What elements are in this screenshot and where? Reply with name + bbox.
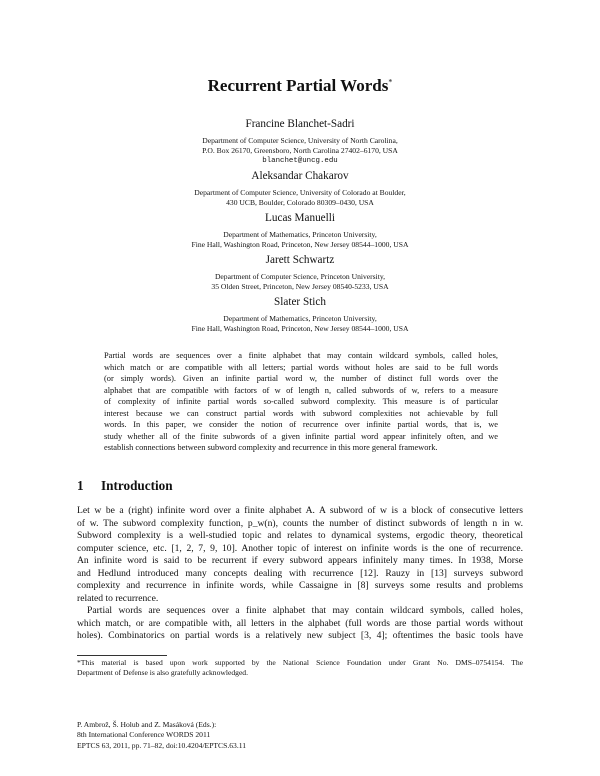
section-title: Introduction xyxy=(101,478,173,493)
publication-editors: P. Ambrož, Š. Holub and Z. Masáková (Eds.): xyxy=(77,720,217,729)
body-line: An infinite word is said to be recurrent if every subword appears infinitely many times. In 1938, Morse xyxy=(77,555,523,566)
author-name: Aleksandar Chakarov xyxy=(251,170,349,182)
author-name: Lucas Manuelli xyxy=(265,212,335,224)
author-affiliation: Department of Computer Science, Princeton University, 35 Olden Street, Princeton, New Jersey 08540-5233, USA xyxy=(211,272,389,291)
abstract-line: study whether all of the finite subwords of a given infinite partial word appear infinitely often, and we xyxy=(104,431,498,441)
abstract-line: which match or are compatible with all letters; partial words without holes are said to be full words xyxy=(104,362,498,372)
footnote xyxy=(77,658,523,679)
author-affiliation: Department of Mathematics, Princeton University, Fine Hall, Washington Road, Princeton, New Jersey 08544–1000, USA xyxy=(191,230,409,249)
publication-doi: EPTCS 63, 2011, pp. 71–82, doi:10.4204/EPTCS.63.11 xyxy=(77,740,247,750)
paper-title: Recurrent Partial Words* xyxy=(207,76,393,95)
abstract xyxy=(104,350,498,454)
publication-info xyxy=(77,720,246,751)
author-name: Jarett Schwartz xyxy=(265,254,335,266)
author-name: Slater Stich xyxy=(274,296,326,308)
body-line: computer science, etc. [1, 2, 7, 9, 10]. Another topic of interest on infinite words is the one of recurrence. xyxy=(77,542,523,554)
publication-conference: 8th International Conference WORDS 2011 xyxy=(77,730,211,740)
author-affiliation: Department of Mathematics, Princeton University, Fine Hall, Washington Road, Princeton, New Jersey 08544–1000, USA xyxy=(191,314,409,333)
body-line: and Hedlund introduced many concepts dealing with recurrence [12]. Rauzy in [13] surveys subword xyxy=(77,567,523,579)
abstract-line: of complexity of infinite partial words so-called subword complexity. This measure is of particular xyxy=(104,397,498,406)
abstract-line: interest because we can construct partial words with subword complexities not achievable by full xyxy=(104,408,498,418)
abstract-line: (or simply words). Given an infinite partial word w, the number of distinct full words over the xyxy=(104,374,498,383)
abstract-line: establish connections between subword complexity and recurrence in this more general framework. xyxy=(104,443,438,452)
footnote-divider xyxy=(77,655,167,656)
abstract-line: Partial words are sequences over a finite alphabet that may contain wildcard symbols, called holes, xyxy=(104,351,498,360)
body-line: Subword complexity is a well-studied topic and relates to dynamical systems, ergodic theory, theoretical xyxy=(77,530,523,541)
author-email[interactable]: blanchet@uncg.edu xyxy=(262,157,338,165)
author-affiliation: Department of Computer Science, University of Colorado at Boulder, 430 UCB, Boulder, Colorado 80309–0430, USA xyxy=(194,188,406,207)
body-line: holes). Combinatorics on partial words is a relatively new subject [3, 4]; oftentimes the basic tools have xyxy=(77,630,523,641)
body-line: which match, or are compatible with, all letters in the alphabet (full words are those partial words without xyxy=(77,617,523,629)
body-line: of w. The subword complexity function, p_w(n), counts the number of distinct subwords of length n in w. xyxy=(77,517,523,529)
body-line: Let w be a (right) infinite word over a finite alphabet A. A subword of w is a block of consecutive letters xyxy=(77,505,523,516)
abstract-line: words. In this paper, we consider the notion of recurrence over infinite partial words, that is, we xyxy=(104,420,498,429)
section-heading xyxy=(77,478,173,494)
section-number: 1 xyxy=(77,478,84,493)
body-text xyxy=(77,505,523,643)
abstract-line: alphabet that are compatible with factors of w of length n, called subwords of w, refers to a measure xyxy=(104,385,498,395)
footnote-line: *This material is based upon work supported by the National Science Foundation under Grant No. DMS–0754154. The xyxy=(77,658,523,667)
body-line: related to recurrence. xyxy=(77,592,159,604)
footnote-line: Department of Defense is also gratefully acknowledged. xyxy=(77,668,249,678)
body-line: complexity and recurrence in infinite words, while Cassaigne in [8] surveys some results and problems xyxy=(77,580,523,591)
author-affiliation: Department of Computer Science, University of North Carolina, P.O. Box 26170, Greensboro, North Carolina 27402–6170, USA xyxy=(202,136,398,155)
title-footnote-mark: * xyxy=(388,77,393,87)
body-line: Partial words are sequences over a finite alphabet that may contain wildcard symbols, called holes, xyxy=(87,605,523,616)
author-name: Francine Blanchet-Sadri xyxy=(245,118,355,130)
